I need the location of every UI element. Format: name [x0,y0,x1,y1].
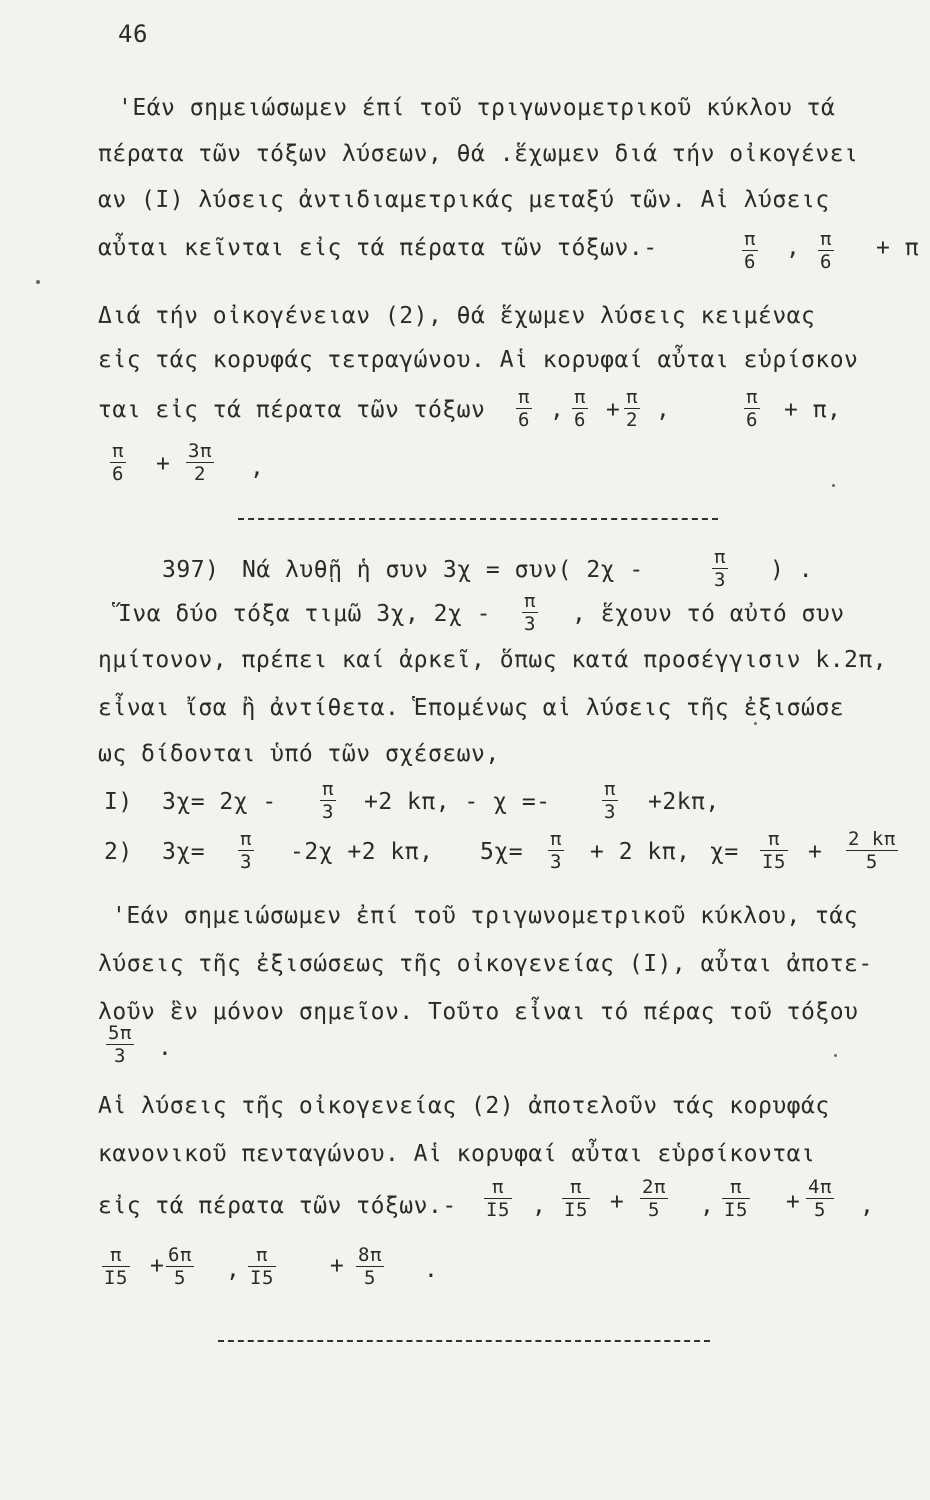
text-line: αὖται κεῖνται εἰς τά πέρατα τῶν τόξων.- [98,235,658,261]
fraction: $\frac{\pi}{2}$ [626,386,638,431]
scan-speck [834,1054,837,1057]
fraction: $\frac{8\pi}{5}$ [358,1244,382,1289]
fraction: $\frac{\pi}{6}$ [746,386,758,431]
separator-rule [218,1340,710,1342]
text-line: , ἕχουν τό αὐτό συν [572,601,845,627]
comma: , [226,1257,241,1283]
fraction: $\frac{\pi}{3}$ [550,828,562,873]
text-line: αν (Ι) λύσεις ἀντιδιαμετρικάς μεταξύ τῶν. Αἱ λύσεις [98,187,830,213]
plus: + [606,397,621,423]
fraction: $\frac{\pi}{3}$ [322,778,334,823]
text-line: ται εἰς τά πέρατα τῶν τόξων [98,397,486,423]
text-line: Αἱ λύσεις τῆς οἰκογενείας (2) ἀποτελοῦν τάς κορυφάς [98,1093,830,1119]
comma: , [860,1193,875,1219]
plus-pi: + π, [784,397,842,423]
paren-close: ) . [770,557,814,583]
fraction: $\frac{\pi}{6}$ [820,228,832,273]
fraction: $\frac{\pi}{3}$ [524,590,536,635]
text-line: Ἵνα δύο τόξα τιμῶ 3χ, 2χ - [118,601,492,627]
scan-speck [754,722,757,725]
plus: + [808,839,823,865]
fraction: $\frac{\pi}{I5}$ [762,828,786,873]
fraction: $\frac{5\pi}{3}$ [108,1022,132,1067]
text-line: ημίτονον, πρέπει καί ἀρκεῖ, ὅπως κατά προσέγγισιν k.2π, [98,647,888,673]
comma: , [532,1193,547,1219]
fraction: $\frac{\pi}{6}$ [744,228,756,273]
plus: + [330,1253,345,1279]
comma: , [550,397,565,423]
equation-text: +2 kπ, - χ =- [364,789,551,815]
comma: , [656,397,671,423]
text-line: λοῦν ἓν μόνον σημεῖον. Τοῦτο εἶναι τό πέρας τοῦ τόξου [98,999,859,1025]
fraction: $\frac{2 k\pi}{5}$ [848,828,896,873]
scan-speck [36,280,40,284]
fraction: $\frac{6\pi}{5}$ [168,1244,192,1289]
fraction: $\frac{2\pi}{5}$ [642,1176,666,1221]
text-line: κανονικοῦ πενταγώνου. Αἱ κορυφαί αὖται εὑρσίκονται [98,1141,816,1167]
plus: + [150,1253,165,1279]
problem-statement: Νά λυθῇ ἡ συν 3χ = συν( 2χ - [242,557,644,583]
period: . [158,1035,173,1061]
plus-pi: + π [876,235,920,261]
equation-text: +2kπ, [648,789,720,815]
fraction: $\frac{\pi}{6}$ [112,440,124,485]
separator-rule [238,518,718,520]
fraction: $\frac{\pi}{I5}$ [564,1176,588,1221]
text-line: εἰς τάς κορυφάς τετραγώνου. Αἱ κορυφαί αὖται εὑρίσκον [98,347,859,373]
equation-text: -2χ +2 kπ, [290,839,434,865]
fraction: $\frac{\pi}{3}$ [714,546,726,591]
comma: , [700,1193,715,1219]
fraction: $\frac{4\pi}{5}$ [808,1176,832,1221]
fraction: $\frac{\pi}{I5}$ [724,1176,748,1221]
equation-text: 5χ= [480,839,524,865]
text-line: 'Εάν σημειώσωμεν έπί τοῦ τριγωνομετρικοῦ κύκλου τά [118,95,836,121]
text-line: πέρατα τῶν τόξων λύσεων, θά .ἕχωμεν διά τήν οἰκογένει [98,141,859,167]
comma: , [250,455,265,481]
fraction: $\frac{\pi}{I5}$ [104,1244,128,1289]
plus: + [610,1189,625,1215]
equation-text: χ= [710,839,739,865]
text-line: Διά τήν οἰκογένειαν (2), θά ἕχωμεν λύσεις κειμένας [98,303,816,329]
fraction: $\frac{\pi}{3}$ [604,778,616,823]
equation-text: 3χ= 2χ - [162,789,277,815]
text-line: λύσεις τῆς ἐξισώσεως τῆς οἰκογενείας (Ι), αὖται ἀποτε- [98,951,873,977]
plus: + [786,1189,801,1215]
page-number: 46 [118,20,148,48]
text-line: εἰς τά πέρατα τῶν τόξων.- [98,1193,457,1219]
fraction: $\frac{\pi}{6}$ [518,386,530,431]
fraction: $\frac{\pi}{I5}$ [486,1176,510,1221]
fraction: $\frac{\pi}{3}$ [240,828,252,873]
text-line: 'Εάν σημειώσωμεν ἐπί τοῦ τριγωνομετρικοῦ κύκλου, τάς [112,903,859,929]
plus: + [156,451,171,477]
period: . [424,1257,439,1283]
text-line: εἶναι ἴσα ἢ ἀντίθετα. Ἑπομένως αἱ λύσεις τῆς ἐξισώσε [98,695,845,721]
scan-speck [832,484,835,487]
equation-text: 3χ= [162,839,206,865]
fraction: $\frac{\pi}{I5}$ [250,1244,274,1289]
equation-label: 2) [104,839,133,865]
comma: , [786,235,801,261]
fraction: $\frac{3\pi}{2}$ [188,440,212,485]
equation-text: + 2 kπ, [590,839,691,865]
problem-number: 397) [162,557,220,583]
text-line: ως δίδονται ὑπό τῶν σχέσεων, [98,741,500,767]
equation-label: Ι) [104,789,133,815]
fraction: $\frac{\pi}{6}$ [574,386,586,431]
